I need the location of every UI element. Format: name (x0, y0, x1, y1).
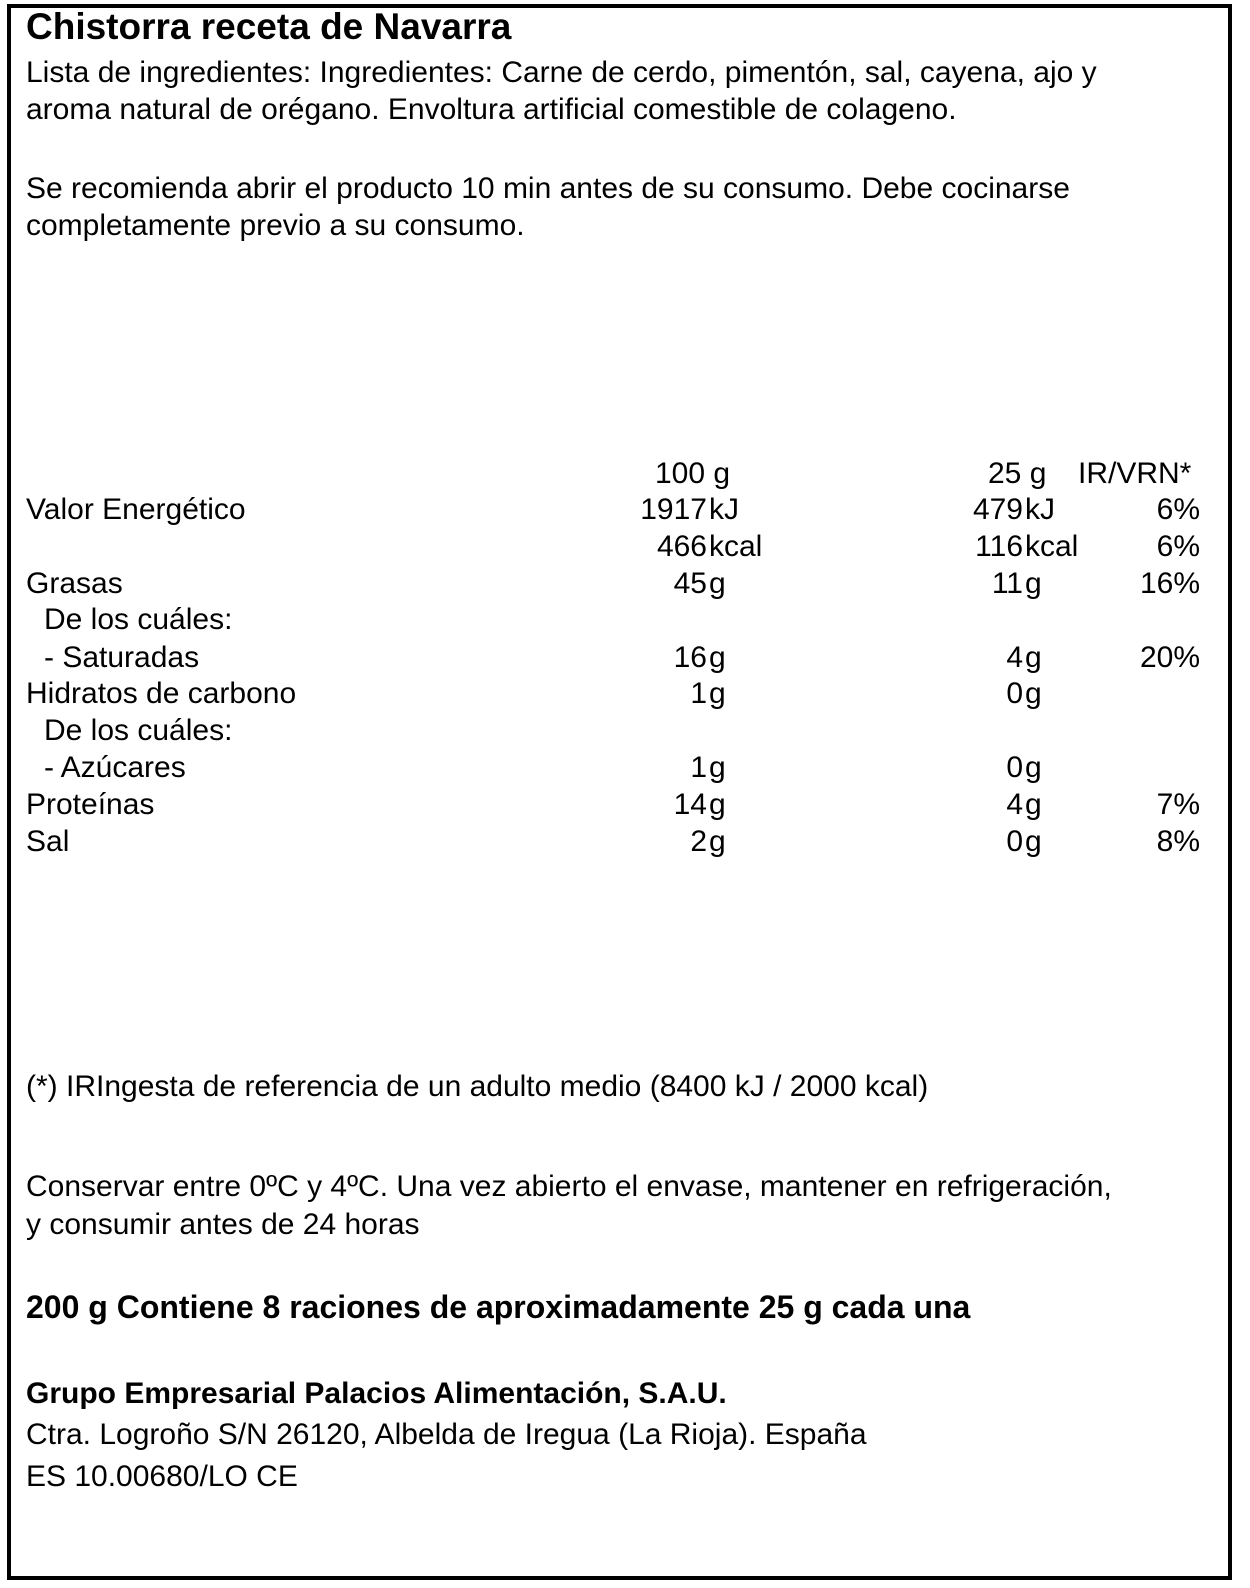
recommendation-line-2: completamente previo a su consumo. (26, 209, 525, 242)
nutrient-label: Hidratos de carbono (26, 677, 297, 710)
storage-line-1: Conservar entre 0ºC y 4ºC. Una vez abierto el envase, mantener en refrigeración, (26, 1170, 1112, 1203)
nutrient-label: - Azúcares (44, 751, 186, 784)
company-name: Grupo Empresarial Palacios Alimentación, S.A.U. (26, 1377, 727, 1410)
value-per-serving: 0 (1006, 825, 1023, 858)
ir-vrn-percent: 20% (1139, 641, 1200, 674)
value-per-serving: 0 (1006, 677, 1023, 710)
nutrient-label: Valor Energético (26, 493, 246, 526)
unit-per-serving: kcal (1025, 530, 1079, 563)
value-per-100g: 466 (656, 530, 707, 563)
unit-per-100g: g (709, 677, 726, 710)
unit-per-serving: g (1025, 825, 1042, 858)
ir-vrn-percent: 8% (1156, 825, 1200, 858)
header-ir-vrn: IR/VRN* (1078, 457, 1192, 490)
unit-per-serving: g (1025, 788, 1042, 821)
value-per-serving: 11 (991, 567, 1023, 600)
registry-number: ES 10.00680/LO CE (26, 1460, 298, 1493)
nutrient-label: De los cuáles: (44, 603, 233, 636)
value-per-100g: 16 (673, 641, 707, 674)
unit-per-serving: g (1025, 677, 1042, 710)
unit-per-100g: kJ (709, 493, 739, 526)
nutrient-label: - Saturadas (44, 641, 200, 674)
value-per-100g: 1 (690, 751, 707, 784)
nutrient-label: Sal (26, 825, 70, 858)
value-per-serving: 0 (1006, 751, 1023, 784)
unit-per-100g: g (709, 641, 726, 674)
recommendation-line-1: Se recomienda abrir el producto 10 min antes de su consumo. Debe cocinarse (26, 172, 1070, 205)
footnote: (*) IRIngesta de referencia de un adulto medio (8400 kJ / 2000 kcal) (26, 1070, 929, 1103)
value-per-100g: 14 (673, 788, 707, 821)
value-per-100g: 1 (690, 677, 707, 710)
net-contents: 200 g Contiene 8 raciones de aproximadamente 25 g cada una (26, 1289, 971, 1325)
value-per-100g: 1917 (640, 493, 707, 526)
unit-per-serving: kJ (1025, 493, 1055, 526)
ir-vrn-percent: 16% (1139, 567, 1200, 600)
unit-per-100g: g (709, 567, 726, 600)
unit-per-100g: g (709, 788, 726, 821)
ingredients-line-2: aroma natural de orégano. Envoltura artificial comestible de colageno. (26, 93, 957, 126)
ir-vrn-percent: 6% (1156, 530, 1200, 563)
value-per-serving: 4 (1006, 788, 1023, 821)
ingredients-line-1: Lista de ingredientes: Ingredientes: Carne de cerdo, pimentón, sal, cayena, ajo y (26, 56, 1097, 89)
nutrient-label: De los cuáles: (44, 714, 233, 747)
unit-per-100g: kcal (709, 530, 763, 563)
nutrient-label: Proteínas (26, 788, 155, 821)
value-per-serving: 4 (1006, 641, 1023, 674)
unit-per-100g: g (709, 825, 726, 858)
header-per-serving: 25 g (988, 457, 1047, 490)
company-address: Ctra. Logroño S/N 26120, Albelda de Iregua (La Rioja). España (26, 1418, 867, 1451)
value-per-100g: 2 (690, 825, 707, 858)
header-per-100g: 100 g (655, 457, 731, 490)
ir-vrn-percent: 6% (1156, 493, 1200, 526)
value-per-100g: 45 (673, 567, 707, 600)
value-per-serving: 479 (972, 493, 1023, 526)
ir-vrn-percent: 7% (1156, 788, 1200, 821)
value-per-serving: 116 (975, 530, 1023, 563)
product-title: Chistorra receta de Navarra (26, 6, 512, 47)
unit-per-serving: g (1025, 641, 1042, 674)
storage-line-2: y consumir antes de 24 horas (26, 1208, 420, 1241)
unit-per-100g: g (709, 751, 726, 784)
unit-per-serving: g (1025, 567, 1042, 600)
nutrient-label: Grasas (26, 567, 123, 600)
unit-per-serving: g (1025, 751, 1042, 784)
